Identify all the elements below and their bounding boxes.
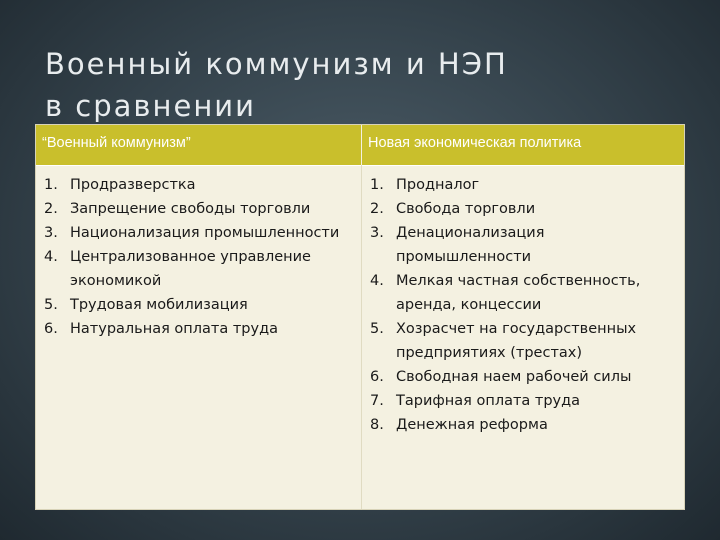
nep-list bbox=[370, 173, 684, 437]
list-item-number: 2. bbox=[44, 201, 58, 217]
list-item bbox=[44, 197, 354, 221]
column-divider bbox=[361, 165, 362, 509]
column-divider bbox=[361, 125, 362, 165]
header-war-communism: “Военный коммунизм” bbox=[42, 135, 191, 151]
list-item-number: 2. bbox=[370, 201, 384, 217]
list-item bbox=[370, 197, 684, 221]
list-item bbox=[370, 389, 684, 413]
list-item bbox=[44, 221, 354, 245]
list-item-number: 5. bbox=[370, 321, 384, 337]
list-item-text: Мелкая частная собственность, аренда, концессии bbox=[396, 273, 641, 313]
list-item-text: Продразверстка bbox=[70, 177, 196, 193]
list-item-text: Хозрасчет на государственных предприятиях (трестах) bbox=[396, 321, 637, 361]
list-item-text: Централизованное управление экономикой bbox=[70, 249, 311, 289]
list-item bbox=[44, 317, 354, 341]
list-item-number: 6. bbox=[44, 321, 58, 337]
slide-title-line-2: в сравнении bbox=[45, 89, 256, 124]
list-item-number: 8. bbox=[370, 417, 384, 433]
header-nep: Новая экономическая политика bbox=[368, 135, 582, 151]
war-communism-list bbox=[44, 173, 354, 341]
slide-title bbox=[45, 43, 685, 127]
list-item-number: 4. bbox=[370, 273, 384, 289]
list-item-text: Денежная реформа bbox=[396, 417, 548, 433]
list-item-number: 5. bbox=[44, 297, 58, 313]
list-item bbox=[370, 365, 684, 389]
slide-title-line-1: Военный коммунизм и НЭП bbox=[45, 47, 508, 82]
list-item-number: 4. bbox=[44, 249, 58, 265]
list-item-text: Натуральная оплата труда bbox=[70, 321, 279, 337]
list-item-text: Свободная наем рабочей силы bbox=[396, 369, 632, 385]
list-item-number: 6. bbox=[370, 369, 384, 385]
list-item-number: 1. bbox=[44, 177, 58, 193]
list-item-text: Продналог bbox=[396, 177, 480, 193]
list-item bbox=[370, 269, 684, 317]
list-item-text: Запрещение свободы торговли bbox=[70, 201, 311, 217]
list-item bbox=[370, 221, 684, 269]
list-item-text: Национализация промышленности bbox=[70, 225, 340, 241]
list-item bbox=[370, 317, 684, 365]
list-item-text: Денационализация промышленности bbox=[396, 225, 545, 265]
list-item-text: Трудовая мобилизация bbox=[70, 297, 248, 313]
table-header-row bbox=[36, 125, 684, 165]
list-item-number: 3. bbox=[44, 225, 58, 241]
comparison-table bbox=[35, 124, 685, 510]
list-item-number: 3. bbox=[370, 225, 384, 241]
list-item bbox=[44, 173, 354, 197]
list-item bbox=[44, 245, 354, 293]
list-item bbox=[370, 413, 684, 437]
row-divider bbox=[36, 165, 684, 166]
list-item-text: Свобода торговли bbox=[396, 201, 536, 217]
list-item-number: 1. bbox=[370, 177, 384, 193]
list-item bbox=[370, 173, 684, 197]
list-item-text: Тарифная оплата труда bbox=[396, 393, 581, 409]
list-item-number: 7. bbox=[370, 393, 384, 409]
list-item bbox=[44, 293, 354, 317]
